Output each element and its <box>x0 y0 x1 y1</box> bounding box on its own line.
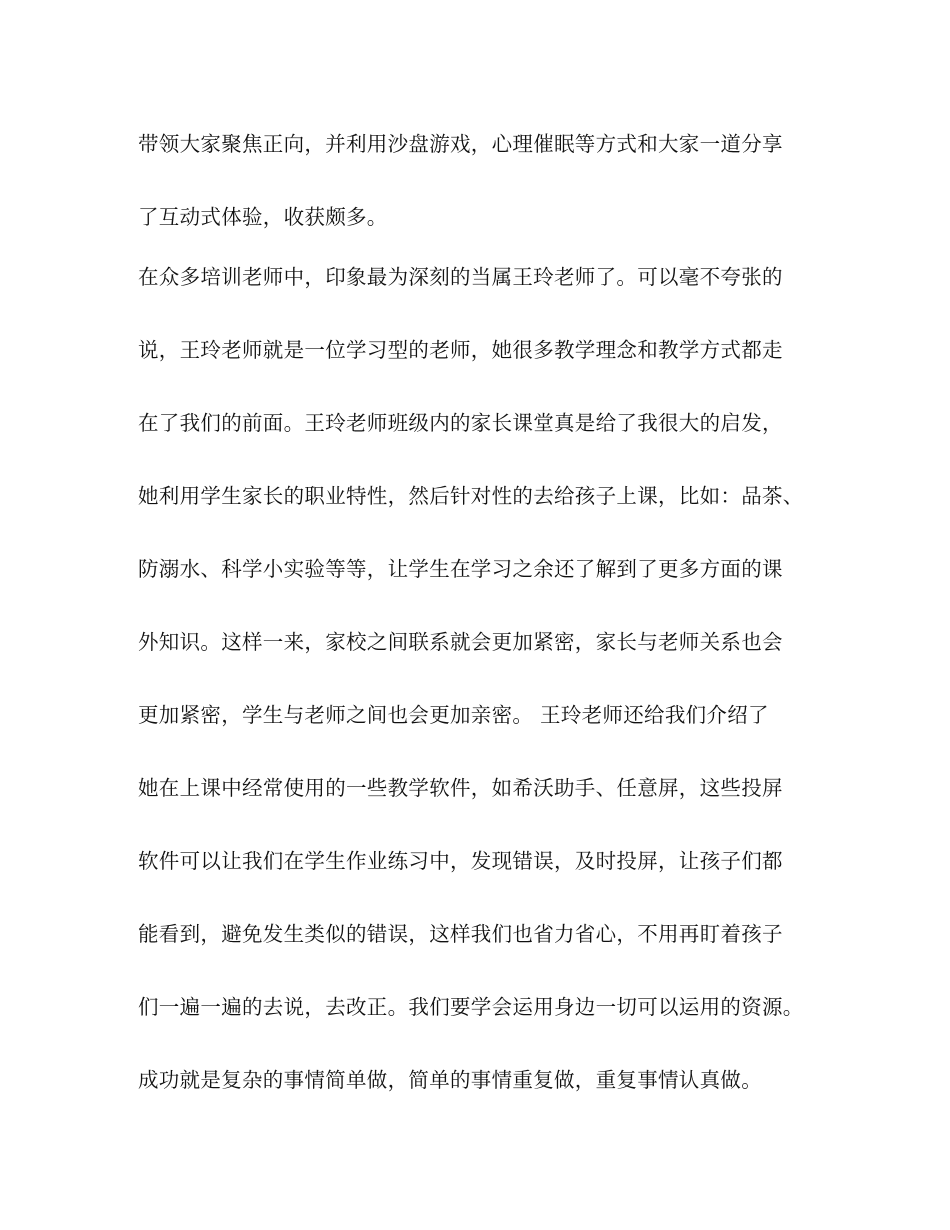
text-line-10: 她在上课中经常使用的一些教学软件，如希沃助手、任意屏，这些投屏 <box>138 776 783 800</box>
text-line-4: 说，王玲老师就是一位学习型的老师，她很多教学理念和教学方式都走 <box>138 338 783 362</box>
text-line-9: 更加紧密，学生与老师之间也会更加亲密。 王玲老师还给我们介绍了 <box>138 703 769 727</box>
text-line-3: 在众多培训老师中，印象最为深刻的当属王玲老师了。可以毫不夸张的 <box>138 265 783 289</box>
text-line-13: 们一遍一遍的去说，去改正。我们要学会运用身边一切可以运用的资源。 <box>138 995 804 1019</box>
text-line-11: 软件可以让我们在学生作业练习中，发现错误，及时投屏，让孩子们都 <box>138 849 783 873</box>
text-line-14: 成功就是复杂的事情简单做，简单的事情重复做，重复事情认真做。 <box>138 1068 762 1092</box>
text-line-8: 外知识。这样一来，家校之间联系就会更加紧密，家长与老师关系也会 <box>138 630 783 654</box>
text-line-7: 防溺水、科学小实验等等，让学生在学习之余还了解到了更多方面的课 <box>138 557 783 581</box>
text-line-5: 在了我们的前面。王玲老师班级内的家长课堂真是给了我很大的启发， <box>138 411 783 435</box>
text-line-2: 了互动式体验，收获颇多。 <box>138 205 388 229</box>
text-line-12: 能看到，避免发生类似的错误，这样我们也省力省心，不用再盯着孩子 <box>138 922 783 946</box>
text-line-6: 她利用学生家长的职业特性，然后针对性的去给孩子上课，比如：品茶、 <box>138 484 804 508</box>
text-line-1: 带领大家聚焦正向，并利用沙盘游戏，心理催眠等方式和大家一道分享 <box>138 132 783 156</box>
